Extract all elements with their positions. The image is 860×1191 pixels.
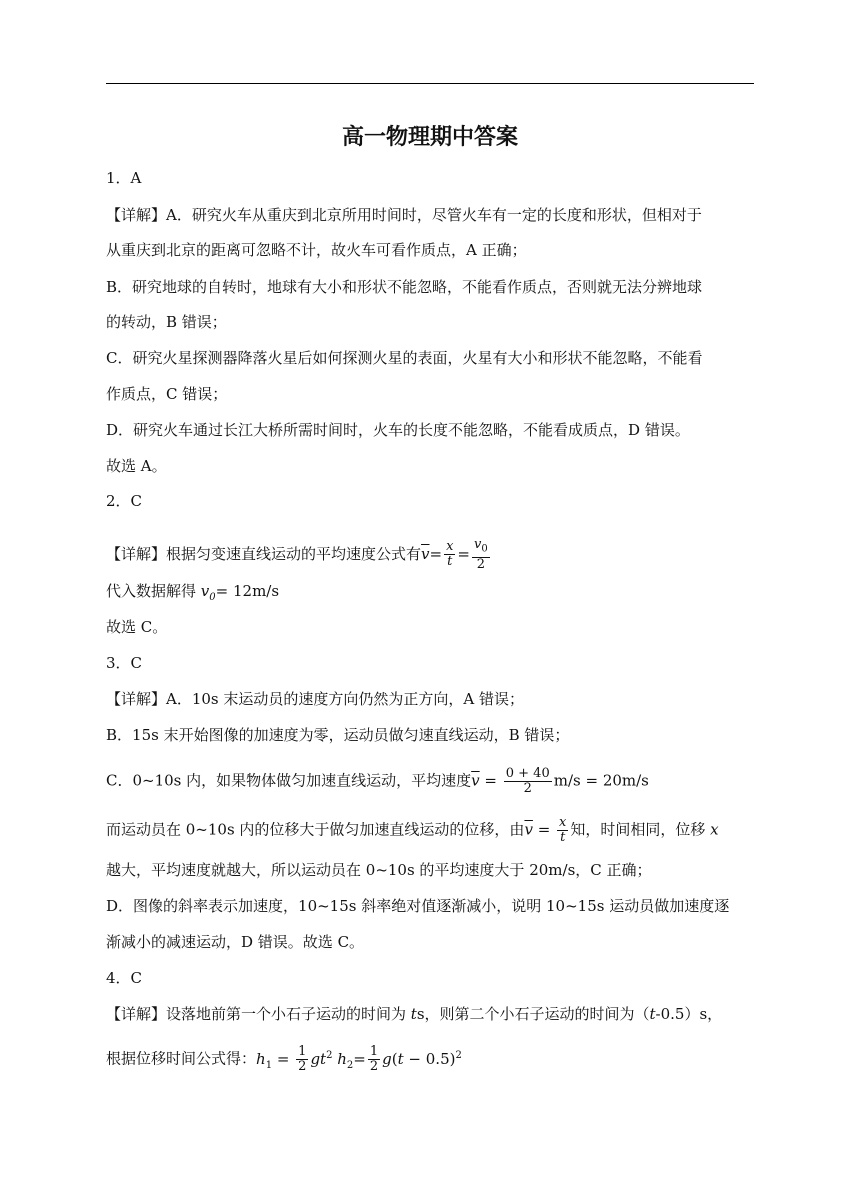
q2-line-1 <box>106 538 492 572</box>
q4-line-1-c: -0.5）s， <box>655 1005 723 1023</box>
header-rule <box>106 83 754 84</box>
q4-line-2-text: 根据位移时间公式得： <box>106 1049 257 1068</box>
q2-result: = 12m/s <box>215 582 280 600</box>
q4-line-1-b: s，则第二个小石子运动的时间为（ <box>416 1005 650 1023</box>
q3-line-7: 渐减小的减速运动，D 错误。故选 C。 <box>106 933 365 951</box>
q3-line-5: 越大，平均速度就越大，所以运动员在 0~10s 的平均速度大于 20m/s，C 正确； <box>106 861 652 879</box>
q2-line-1-text: 【详解】根据匀变速直线运动的平均速度公式有 <box>106 544 422 563</box>
q3-line-3-unit: m/s = 20m/s <box>553 771 649 790</box>
q2-line-2-text: 代入数据解得 <box>106 582 201 600</box>
q1-answer: 1．A <box>106 169 142 187</box>
q1-line-8: 故选 A。 <box>106 457 167 475</box>
q3-line-3-text: C．0~10s 内，如果物体做匀加速直线运动，平均速度 <box>106 771 472 790</box>
avg-velocity-formula: $\overline{v}=$ $\frac{x}{t}$ = $\frac{v_0}{2}$ <box>421 537 488 572</box>
q4-line-2 <box>106 1045 462 1076</box>
q1-line-7: D．研究火车通过长江大桥所需时间时，火车的长度不能忽略，不能看成质点，D 错误。 <box>106 421 690 439</box>
q3-line-4: 而运动员在 0~10s 内的位移大于做匀加速直线运动的位移，由$\overline{v}$ = $\frac{x}{t}$ 知，时间相同，位移 x <box>106 815 719 845</box>
q3-line-4-a: 而运动员在 0~10s 内的位移大于做匀加速直线运动的位移，由 <box>106 820 525 839</box>
q3-line-1: 【详解】A．10s 末运动员的速度方向仍然为正方向，A 错误； <box>106 690 524 708</box>
q4-line-1: 【详解】设落地前第一个小石子运动的时间为 ts，则第二个小石子运动的时间为（t-0.5）s， <box>106 1005 723 1023</box>
page-title: 高一物理期中答案 <box>341 125 518 150</box>
q3-line-4-b: 知，时间相同，位移 <box>570 820 706 839</box>
v0-symbol: $v_0$ <box>200 582 216 603</box>
q4-answer: 4．C <box>106 969 143 987</box>
q2-line-2 <box>106 581 279 608</box>
q3-line-6: D．图像的斜率表示加速度，10~15s 斜率绝对值逐渐减小，说明 10~15s 运动员做加速度逐 <box>106 897 730 915</box>
q2-line-3: 故选 C。 <box>106 618 168 636</box>
q1-line-3: B．研究地球的自转时，地球有大小和形状不能忽略，不能看作质点，否则就无法分辨地球 <box>106 278 703 296</box>
v-bar-symbol: $\overline{v}$ <box>471 771 480 790</box>
q1-line-2: 从重庆到北京的距离可忽略不计，故火车可看作质点，A 正确； <box>106 241 527 259</box>
q1-line-6: 作质点，C 错误； <box>106 385 228 403</box>
displacement-formula: $h_1$ = $\frac{1}{2}$ $gt^2$ $h_2=$ $\frac{1}{2}$ $g(t - 0.5)^2$ <box>256 1044 462 1074</box>
q3-line-2: B．15s 末开始图像的加速度为零，运动员做匀速直线运动，B 错误； <box>106 726 570 744</box>
q1-line-5: C．研究火星探测器降落火星后如何探测火星的表面，火星有大小和形状不能忽略，不能看 <box>106 349 703 367</box>
q3-answer: 3．C <box>106 654 143 672</box>
q4-line-1-a: 【详解】设落地前第一个小石子运动的时间为 <box>106 1005 411 1023</box>
q2-answer: 2．C <box>106 492 143 510</box>
q3-line-3: C．0~10s 内，如果物体做匀加速直线运动，平均速度$\overline{v}$ = $\frac{0 + 40}{2}$ m/s = 20m/s <box>106 766 649 796</box>
q1-line-1: 【详解】A．研究火车从重庆到北京所用时间时，尽管火车有一定的长度和形状，但相对于 <box>106 206 702 224</box>
q1-line-4: 的转动，B 错误； <box>106 313 227 331</box>
